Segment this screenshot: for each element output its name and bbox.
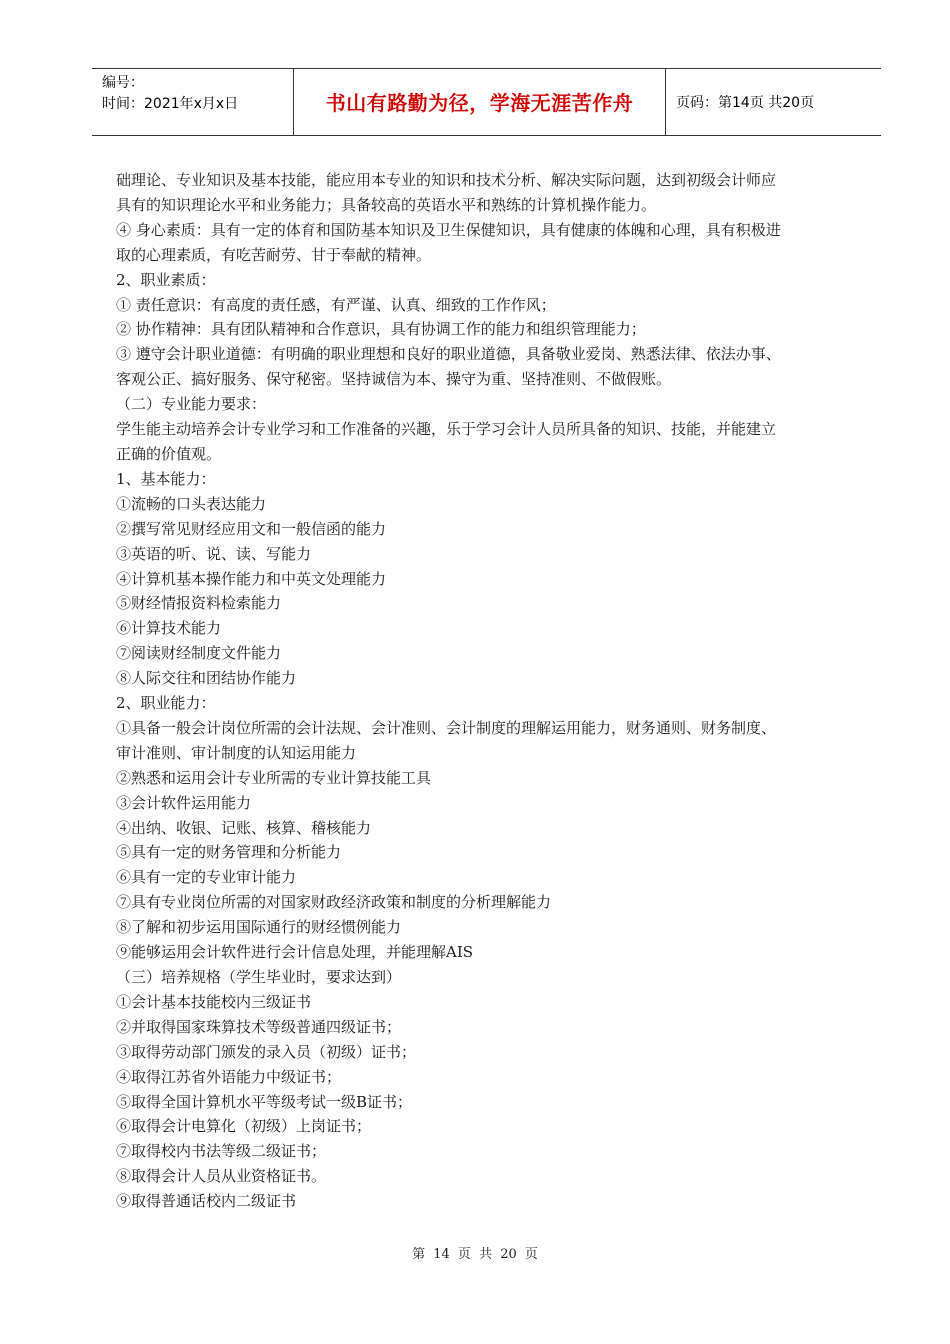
- list-item: ⑦具有专业岗位所需的对国家财政经济政策和制度的分析理解能力: [116, 893, 552, 912]
- section-heading: （二）专业能力要求：: [116, 395, 267, 414]
- list-item: ⑧了解和初步运用国际通行的财经惯例能力: [116, 918, 402, 937]
- list-item: ④取得江苏省外语能力中级证书；: [116, 1067, 342, 1086]
- list-item: ⑦取得校内书法等级二级证书；: [116, 1142, 327, 1161]
- header-meta: [102, 73, 238, 115]
- list-item: ⑥取得会计电算化（初级）上岗证书；: [116, 1117, 372, 1136]
- text-line: 取的心理素质，有吃苦耐劳、甘于奉献的精神。: [116, 245, 432, 264]
- text-line: 学生能主动培养会计专业学习和工作准备的兴趣，乐于学习会计人员所具备的知识、技能，并能建立: [116, 420, 777, 439]
- text-line: 正确的价值观。: [116, 444, 222, 463]
- list-item: ⑥计算技术能力: [116, 619, 222, 638]
- text-line: ③ 遵守会计职业道德：有明确的职业理想和良好的职业道德，具备敬业爱岗、熟悉法律、依法办事、: [116, 345, 781, 364]
- text-line: ① 责任意识：有高度的责任感，有严谨、认真、细致的工作作风；: [116, 295, 556, 314]
- list-item: ④计算机基本操作能力和中英文处理能力: [116, 569, 387, 588]
- time-label: 时间：2021年x月x日: [102, 96, 239, 112]
- section-heading: 2、职业素质：: [116, 270, 216, 289]
- list-item: ③会计软件运用能力: [116, 793, 252, 812]
- list-item: ⑤取得全国计算机水平等级考试一级B证书；: [116, 1092, 413, 1111]
- header-motto: 书山有路勤为径，学海无涯苦作舟: [325, 91, 634, 115]
- list-item: ⑤具有一定的财务管理和分析能力: [116, 843, 342, 862]
- header-page-info: 页码：第14页 共20页: [676, 95, 815, 111]
- header-divider: [665, 69, 666, 136]
- list-item: ⑦阅读财经制度文件能力: [116, 644, 282, 663]
- page-footer: 第 14 页 共 20 页: [412, 1247, 538, 1262]
- list-item: ②并取得国家珠算技术等级普通四级证书；: [116, 1017, 402, 1036]
- section-heading: （三）培养规格（学生毕业时，要求达到）: [116, 968, 402, 986]
- text-line: 客观公正、搞好服务、保守秘密。坚持诚信为本、操守为重、坚持准则、不做假账。: [116, 370, 672, 389]
- list-item: ⑧人际交往和团结协作能力: [116, 669, 297, 688]
- list-item: ②熟悉和运用会计专业所需的专业计算技能工具: [116, 768, 432, 787]
- section-heading: 2、职业能力：: [116, 694, 216, 713]
- list-item: ③取得劳动部门颁发的录入员（初级）证书；: [116, 1042, 417, 1061]
- document-body: [116, 168, 866, 1214]
- list-item: ⑥具有一定的专业审计能力: [116, 868, 297, 887]
- text-line: 具有的知识理论水平和业务能力；具备较高的英语水平和熟练的计算机操作能力。: [116, 195, 657, 214]
- list-item: ⑨能够运用会计软件进行会计信息处理，并能理解AIS: [116, 943, 474, 962]
- list-item: ②撰写常见财经应用文和一般信函的能力: [116, 519, 387, 538]
- list-item: 审计准则、审计制度的认知运用能力: [116, 743, 357, 762]
- text-line: ④ 身心素质：具有一定的体育和国防基本知识及卫生保健知识，具有健康的体魄和心理，具有积极进: [116, 220, 781, 239]
- page-header: [92, 68, 881, 136]
- text-line: ② 协作精神：具有团队精神和合作意识，具有协调工作的能力和组织管理能力；: [116, 320, 646, 339]
- doc-number-label: 编号：: [102, 75, 144, 91]
- section-heading: 1、基本能力：: [116, 469, 216, 488]
- list-item: ④出纳、收银、记账、核算、稽核能力: [116, 818, 372, 837]
- list-item: ③英语的听、说、读、写能力: [116, 544, 312, 563]
- list-item: ①会计基本技能校内三级证书: [116, 992, 312, 1011]
- list-item: ⑨取得普通话校内二级证书: [116, 1192, 297, 1211]
- list-item: ①具备一般会计岗位所需的会计法规、会计准则、会计制度的理解运用能力，财务通则、财务制度、: [116, 718, 777, 737]
- list-item: ⑧取得会计人员从业资格证书。: [116, 1167, 327, 1186]
- list-item: ①流畅的口头表达能力: [116, 494, 267, 513]
- text-line: 础理论、专业知识及基本技能，能应用本专业的知识和技术分析、解决实际问题，达到初级会计师应: [116, 171, 777, 189]
- list-item: ⑤财经情报资料检索能力: [116, 594, 282, 613]
